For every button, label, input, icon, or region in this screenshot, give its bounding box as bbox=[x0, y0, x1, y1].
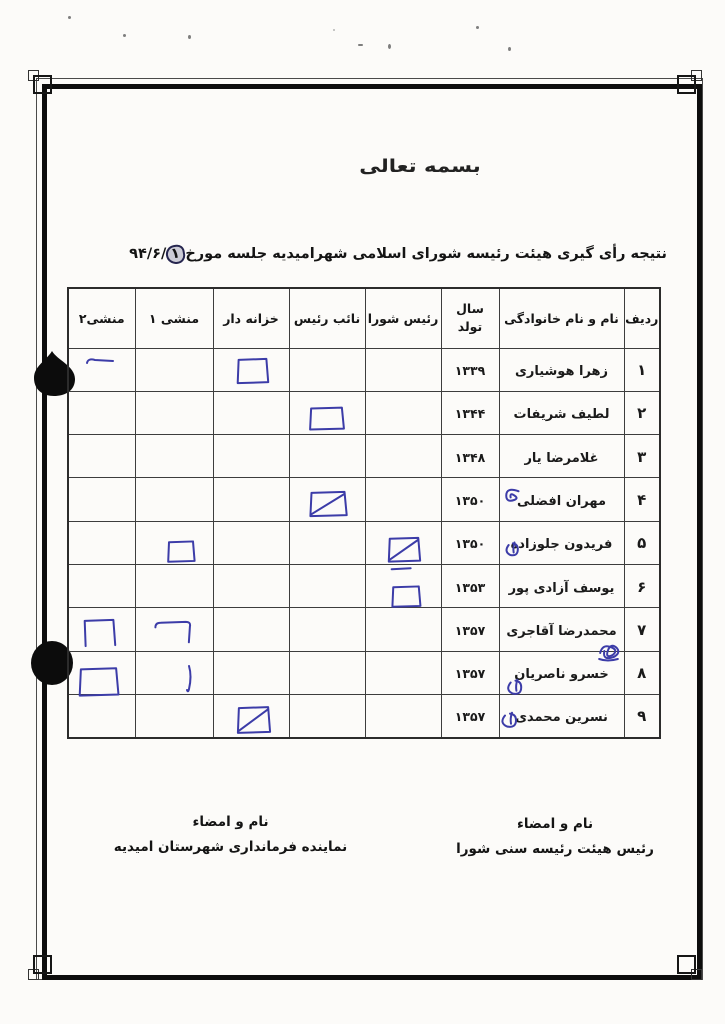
cell-name: محمدرضا آقاجری bbox=[499, 608, 624, 651]
handwritten-box-diag-mark bbox=[306, 489, 350, 520]
cell-vote-secretary1 bbox=[135, 564, 213, 607]
table-row bbox=[68, 694, 660, 737]
handwritten-box-mark bbox=[234, 356, 271, 387]
cell-radif: ۶ bbox=[624, 564, 660, 607]
cell-vote-vice bbox=[289, 348, 365, 391]
cell-vote-treasurer bbox=[213, 478, 289, 521]
cell-vote-treasurer bbox=[213, 435, 289, 478]
cell-radif: ۳ bbox=[624, 435, 660, 478]
cell-name: غلامرضا یار bbox=[499, 435, 624, 478]
header-radif: ردیف bbox=[624, 288, 660, 348]
cell-vote-treasurer bbox=[213, 564, 289, 607]
signature-role: رئیس هیئت رئیسه سنی شورا bbox=[456, 841, 654, 857]
cell-radif: ۱ bbox=[624, 348, 660, 391]
scan-speck bbox=[68, 16, 71, 19]
cell-vote-secretary2 bbox=[68, 348, 135, 391]
cell-vote-secretary1 bbox=[135, 694, 213, 737]
scan-speck bbox=[358, 44, 363, 46]
cell-vote-chair bbox=[365, 564, 441, 607]
cell-birth-year: ۱۳۵۷ bbox=[441, 694, 499, 737]
table-row bbox=[68, 564, 660, 607]
cell-radif: ۷ bbox=[624, 608, 660, 651]
table-row bbox=[68, 435, 660, 478]
cell-name: نسرین محمدی bbox=[499, 694, 624, 737]
frame-corner-ornament bbox=[33, 75, 52, 94]
cell-vote-vice bbox=[289, 391, 365, 434]
scan-speck bbox=[333, 29, 335, 31]
table-row bbox=[68, 521, 660, 564]
cell-birth-year: ۱۳۴۴ bbox=[441, 391, 499, 434]
cell-name: فریدون جلوزاده bbox=[499, 521, 624, 564]
cell-vote-secretary1 bbox=[135, 435, 213, 478]
cell-vote-secretary2 bbox=[68, 651, 135, 694]
handwritten-dash-mark bbox=[85, 355, 115, 367]
cell-vote-secretary2 bbox=[68, 564, 135, 607]
bismillah-heading: بسمه تعالی bbox=[359, 156, 481, 177]
cell-vote-treasurer bbox=[213, 391, 289, 434]
header-birth-year: سال تولد bbox=[441, 288, 499, 348]
cell-vote-secretary1 bbox=[135, 521, 213, 564]
header-secretary2: منشی۲ bbox=[68, 288, 135, 348]
table-row bbox=[68, 478, 660, 521]
handwritten-open-box-mark bbox=[81, 617, 118, 648]
cell-birth-year: ۱۳۵۰ bbox=[441, 478, 499, 521]
cell-name: زهرا هوشیاری bbox=[499, 348, 624, 391]
scan-speck bbox=[388, 44, 391, 49]
cell-vote-treasurer bbox=[213, 651, 289, 694]
cell-vote-vice bbox=[289, 478, 365, 521]
cell-vote-secretary1 bbox=[135, 478, 213, 521]
pen-circle-mark: ۱ bbox=[165, 244, 187, 266]
cell-vote-secretary2 bbox=[68, 391, 135, 434]
handwritten-scribble-ring-mark bbox=[497, 710, 521, 732]
vote-table-body bbox=[68, 348, 660, 738]
table-row bbox=[68, 608, 660, 651]
table-row bbox=[68, 391, 660, 434]
cell-vote-secretary2 bbox=[68, 521, 135, 564]
header-secretary1: منشی ۱ bbox=[135, 288, 213, 348]
scan-speck bbox=[476, 26, 479, 29]
cell-vote-chair bbox=[365, 478, 441, 521]
cell-vote-chair bbox=[365, 694, 441, 737]
cell-radif: ۴ bbox=[624, 478, 660, 521]
cell-vote-secretary2 bbox=[68, 608, 135, 651]
cell-birth-year: ۱۳۵۰ bbox=[441, 521, 499, 564]
cell-vote-secretary2 bbox=[68, 478, 135, 521]
handwritten-scribble-mark bbox=[501, 486, 522, 507]
table-header-row bbox=[68, 288, 660, 348]
scan-speck bbox=[123, 34, 126, 37]
cell-birth-year: ۱۳۵۷ bbox=[441, 608, 499, 651]
table-row bbox=[68, 348, 660, 391]
cell-vote-chair bbox=[365, 608, 441, 651]
frame-corner-ornament bbox=[33, 955, 52, 974]
cell-vote-chair bbox=[365, 391, 441, 434]
cell-vote-chair bbox=[365, 348, 441, 391]
cell-vote-vice bbox=[289, 435, 365, 478]
header-treasurer: خزانه دار bbox=[213, 288, 289, 348]
cell-birth-year: ۱۳۵۷ bbox=[441, 651, 499, 694]
cell-vote-secretary1 bbox=[135, 608, 213, 651]
cell-radif: ۸ bbox=[624, 651, 660, 694]
cell-name: یوسف آزادی پور bbox=[499, 564, 624, 607]
signature-role: نماینده فرمانداری شهرستان امیدیه bbox=[113, 839, 348, 855]
title-text: نتیجه رأی گیری هیئت رئیسه شورای اسلامی شهرامیدیه جلسه مورخ bbox=[185, 246, 667, 262]
header-vice-chair: نائب رئیس bbox=[289, 288, 365, 348]
cell-birth-year: ۱۳۴۸ bbox=[441, 435, 499, 478]
cell-vote-secretary2 bbox=[68, 435, 135, 478]
cell-vote-treasurer bbox=[213, 608, 289, 651]
cell-vote-treasurer bbox=[213, 521, 289, 564]
cell-vote-secretary1 bbox=[135, 391, 213, 434]
signature-block-council-chair bbox=[430, 816, 680, 857]
cell-vote-vice bbox=[289, 521, 365, 564]
cell-radif: ۹ bbox=[624, 694, 660, 737]
handwritten-tick-mark bbox=[183, 664, 195, 696]
table-row bbox=[68, 651, 660, 694]
signature-block-governor-rep bbox=[88, 814, 373, 855]
cell-radif: ۲ bbox=[624, 391, 660, 434]
handwritten-corner-mark bbox=[146, 620, 192, 646]
header-council-chair: رئیس شورا bbox=[365, 288, 441, 348]
cell-vote-vice bbox=[289, 651, 365, 694]
header-name: نام و نام خانوادگی bbox=[499, 288, 624, 348]
cell-birth-year: ۱۳۳۹ bbox=[441, 348, 499, 391]
cell-vote-secretary1 bbox=[135, 651, 213, 694]
cell-radif: ۵ bbox=[624, 521, 660, 564]
cell-vote-treasurer bbox=[213, 694, 289, 737]
cell-vote-secretary1 bbox=[135, 348, 213, 391]
frame-corner-ornament bbox=[677, 75, 696, 94]
document-title bbox=[129, 245, 667, 264]
signature-label: نام و امضاء bbox=[192, 814, 269, 830]
cell-name: خسرو ناصریان bbox=[499, 651, 624, 694]
handwritten-box-mark bbox=[165, 539, 197, 565]
handwritten-scribble-ring-mark bbox=[502, 540, 522, 560]
cell-vote-chair bbox=[365, 651, 441, 694]
frame-corner-ornament bbox=[677, 955, 696, 974]
cell-name: مهران افضلی bbox=[499, 478, 624, 521]
signature-label: نام و امضاء bbox=[516, 816, 594, 832]
cell-vote-secretary2 bbox=[68, 694, 135, 737]
handwritten-box-diag-mark bbox=[234, 704, 273, 737]
vote-results-table bbox=[67, 287, 661, 739]
cell-vote-vice bbox=[289, 608, 365, 651]
handwritten-box-mark bbox=[306, 405, 347, 433]
cell-birth-year: ۱۳۵۳ bbox=[441, 564, 499, 607]
cell-name: لطیف شریفات bbox=[499, 391, 624, 434]
cell-vote-chair bbox=[365, 521, 441, 564]
cell-vote-vice bbox=[289, 564, 365, 607]
cell-vote-vice bbox=[289, 694, 365, 737]
cell-vote-chair bbox=[365, 435, 441, 478]
scan-speck bbox=[188, 35, 191, 39]
scan-speck bbox=[508, 47, 511, 51]
title-date: ۹۴/۶/ bbox=[129, 246, 167, 262]
cell-vote-treasurer bbox=[213, 348, 289, 391]
handwritten-box-mark bbox=[389, 584, 423, 610]
